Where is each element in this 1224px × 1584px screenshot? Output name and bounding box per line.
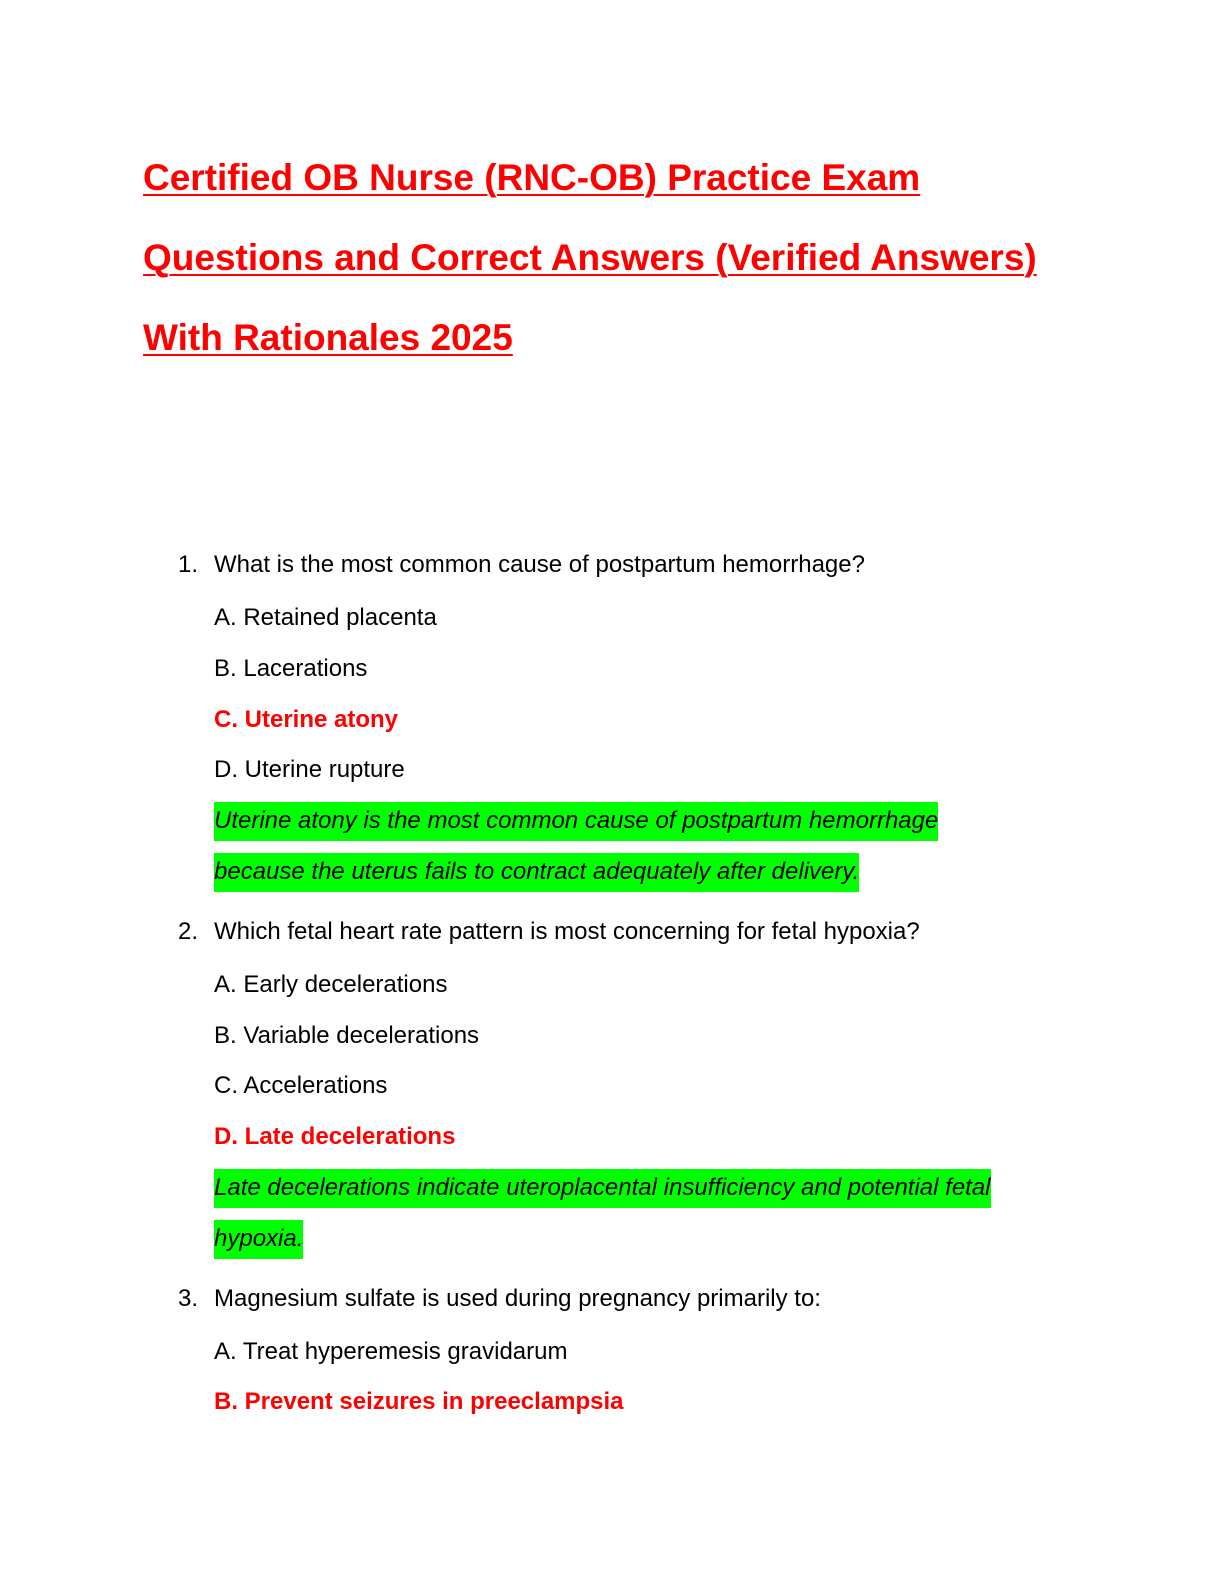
answer-option: A. Retained placenta bbox=[214, 604, 437, 631]
rationale-line bbox=[214, 796, 1054, 847]
correct-answer-option: D. Late decelerations bbox=[214, 1123, 456, 1151]
rationale-highlight: Uterine atony is the most common cause of postpartum hemorrhage bbox=[214, 802, 938, 841]
question-item bbox=[0, 543, 1224, 898]
correct-answer-option: B. Prevent seizures in preeclampsia bbox=[214, 1388, 624, 1416]
title-line: Questions and Correct Answers (Verified Answers) bbox=[143, 237, 1037, 278]
question-prompt bbox=[0, 910, 1224, 954]
question-number: 3. bbox=[178, 1284, 199, 1312]
rationale-line bbox=[214, 847, 1054, 898]
question-prompt bbox=[0, 1277, 1224, 1321]
question-prompt bbox=[0, 543, 1224, 587]
answer-option: B. Lacerations bbox=[214, 654, 368, 682]
rationale-line bbox=[214, 1163, 1054, 1214]
question-text: Magnesium sulfate is used during pregnancy primarily to: bbox=[214, 1284, 821, 1312]
question-text: Which fetal heart rate pattern is most concerning for fetal hypoxia? bbox=[214, 917, 920, 945]
rationale-highlight: because the uterus fails to contract adequately after delivery. bbox=[214, 853, 859, 892]
answer-options bbox=[0, 593, 1224, 796]
answer-options bbox=[0, 960, 1224, 1163]
answer-option: A. Early decelerations bbox=[214, 970, 448, 998]
answer-option: D. Uterine rupture bbox=[214, 756, 405, 784]
rationale-highlight: Late decelerations indicate uteroplacental insufficiency and potential fetal bbox=[214, 1169, 991, 1208]
answer-option: C. Accelerations bbox=[214, 1072, 388, 1100]
answer-option: B. Variable decelerations bbox=[214, 1021, 480, 1049]
question-number: 1. bbox=[178, 551, 199, 578]
correct-answer-option: C. Uterine atony bbox=[214, 705, 399, 733]
title-line: With Rationales 2025 bbox=[143, 317, 513, 358]
rationale bbox=[0, 796, 1054, 898]
question-item bbox=[0, 910, 1224, 1265]
answer-option: A. Treat hyperemesis gravidarum bbox=[214, 1337, 568, 1365]
rationale-line bbox=[214, 1214, 1054, 1265]
document-title bbox=[143, 138, 1103, 378]
question-list bbox=[0, 543, 1224, 1440]
question-number: 2. bbox=[178, 917, 199, 945]
question-item bbox=[0, 1277, 1224, 1429]
answer-options bbox=[0, 1327, 1224, 1429]
rationale bbox=[0, 1163, 1054, 1265]
title-line: Certified OB Nurse (RNC-OB) Practice Exam bbox=[143, 157, 921, 198]
question-text: What is the most common cause of postpartum hemorrhage? bbox=[214, 551, 865, 578]
rationale-highlight: hypoxia. bbox=[214, 1220, 303, 1259]
